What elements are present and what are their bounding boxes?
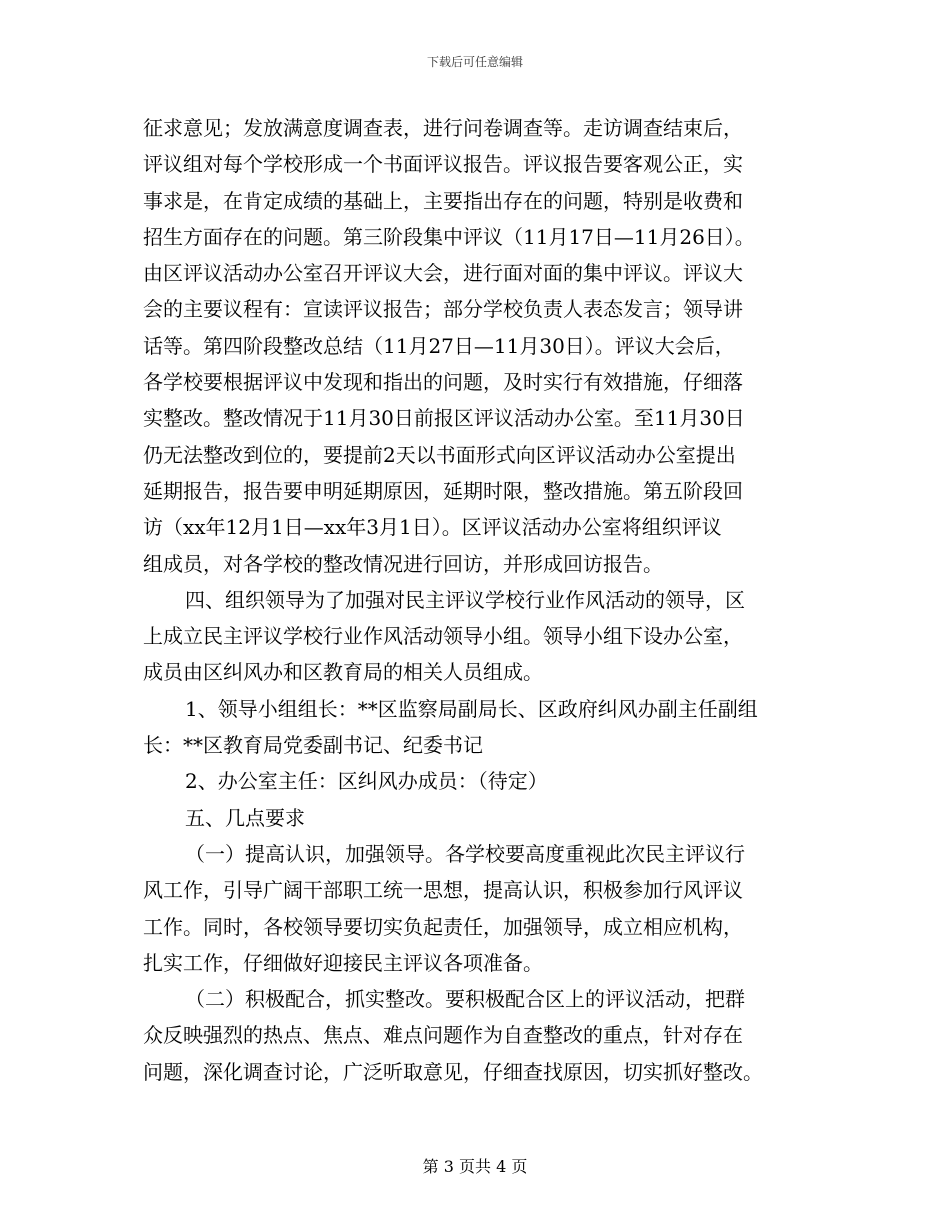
body-line: 延期报告，报告要申明延期原因，延期时限，整改措施。第五阶段回 [143, 478, 743, 503]
body-line: 仍无法整改到位的，要提前2天以书面形式向区评议活动办公室提出 [143, 442, 736, 467]
body-line: 招生方面存在的问题。第三阶段集中评议（11月17日—11月26日）。 [143, 224, 755, 249]
body-line: 征求意见；发放满意度调查表，进行问卷调查等。走访调查结束后， [143, 116, 743, 140]
body-line: 成员由区纠风办和区教育局的相关人员组成。 [143, 660, 543, 685]
section-heading-organization: 四、组织领导为了加强对民主评议学校行业作风活动的领导，区 [185, 587, 745, 612]
body-line: 各学校要根据评议中发现和指出的问题，及时实行有效措施，仔细落 [143, 370, 743, 395]
body-line: 访（xx年12月1日—xx年3月1日）。区评议活动办公室将组织评议 [143, 515, 722, 540]
list-item-leader: 1、领导小组组长：**区监察局副局长、区政府纠风办副主任副组 [185, 696, 758, 721]
body-line: 组成员，对各学校的整改情况进行回访，并形成回访报告。 [143, 551, 663, 576]
header-note: 下载后可任意编辑 [426, 55, 523, 69]
body-line: 问题，深化调查讨论，广泛听取意见，仔细查找原因，切实抓好整改。 [143, 1059, 763, 1084]
body-line: 长：**区教育局党委副书记、纪委书记 [143, 733, 483, 758]
body-line: 会的主要议程有：宣读评议报告；部分学校负责人表态发言；领导讲 [143, 297, 743, 322]
body-line: 扎实工作，仔细做好迎接民主评议各项准备。 [143, 950, 543, 975]
list-item-office: 2、办公室主任：区纠风办成员：（待定） [185, 769, 548, 794]
body-line: 评议组对每个学校形成一个书面评议报告。评议报告要客观公正，实 [143, 152, 743, 177]
body-line: 众反映强烈的热点、焦点、难点问题作为自查整改的重点，针对存在 [143, 1023, 743, 1048]
body-line: 事求是，在肯定成绩的基础上，主要指出存在的问题，特别是收费和 [143, 188, 743, 213]
subsection-one: （一）提高认识，加强领导。各学校要高度重视此次民主评议行 [185, 841, 745, 866]
body-line: 话等。第四阶段整改总结（11月27日—11月30日）。评议大会后， [143, 333, 735, 358]
subsection-two: （二）积极配合，抓实整改。要积极配合区上的评议活动，把群 [185, 987, 745, 1012]
page-number: 第 3 页共 4 页 [422, 1157, 528, 1176]
body-line: 由区评议活动办公室召开评议大会，进行面对面的集中评议。评议大 [143, 261, 743, 286]
body-line: 上成立民主评议学校行业作风活动领导小组。领导小组下设办公室， [143, 624, 743, 649]
body-line: 工作。同时，各校领导要切实负起责任，加强领导，成立相应机构， [143, 914, 743, 939]
section-heading-requirements: 五、几点要求 [185, 805, 305, 830]
document-body [143, 110, 810, 1090]
body-line: 风工作，引导广阔干部职工统一思想，提高认识，积极参加行风评议 [143, 878, 743, 903]
body-line: 实整改。整改情况于11月30日前报区评议活动办公室。至11月30日 [143, 406, 745, 431]
